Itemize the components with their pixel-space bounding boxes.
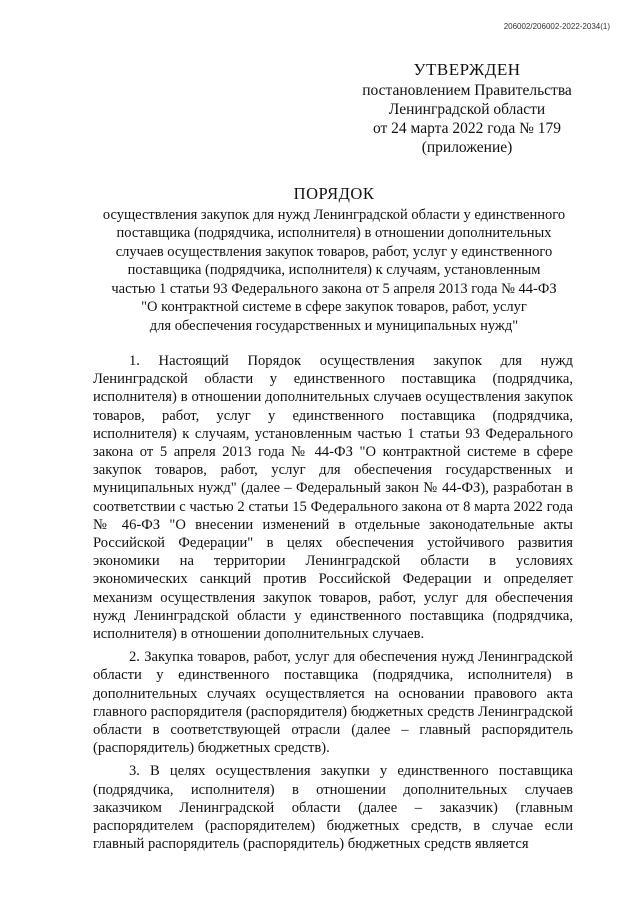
approval-line: Ленинградской области (388, 101, 546, 118)
document-code: 206002/206002-2022-2034(1) (503, 22, 610, 31)
title-line: поставщика (подрядчика, исполнителя) к случаям, установленным (127, 262, 541, 278)
paragraph-1: 1. Настоящий Порядок осуществления закупок для нужд Ленинградской области у единственного поставщика (подрядчика, исполнителя) в отношении дополнительных случаев осуществления закупок товаров, работ, услуг у единственного поставщика (подрядчика, исполнителя) к случаям, установленным частью 1 статьи 93 Федерального закона от 5 апреля 2013 года № 44-ФЗ "О контрактной системе в сфере закупок товаров, работ, услуг для обеспечения государственных и муниципальных нужд" (далее – Федеральный закон № 44-ФЗ), разработан в соответствии с частью 2 статьи 15 Федерального закона от 8 марта 2022 года № 46-ФЗ "О внесении изменений в отдельные законодательные акты Российской Федерации" в целях обеспечения устойчивого развития экономики на территории Ленинградской области в условиях экономических санкций против Российской Федерации и определяет механизм осуществления закупок товаров, работ, услуг для обеспечения нужд Ленинградской области у единственного поставщика (подрядчика, исполнителя) в отношении дополнительных случаев. (93, 353, 573, 643)
title-line: "О контрактной системе в сфере закупок товаров, работ, услуг (141, 299, 527, 315)
title-line: для обеспечения государственных и муниципальных нужд" (149, 317, 519, 334)
document-title: ПОРЯДОК (293, 184, 375, 203)
paragraph-2: 2. Закупка товаров, работ, услуг для обеспечения нужд Ленинградской области у единственного поставщика (подрядчика, исполнителя) в дополнительных случаях осуществляется на основании правового акта главного распорядителя (распорядителя) бюджетных средств Ленинградской области в соответствующей отрасли (далее – главный распорядитель (распорядитель) бюджетных средств). (93, 649, 573, 757)
paragraph-3: 3. В целях осуществления закупки у единственного поставщика (подрядчика, исполнителя) в отношении дополнительных случаев заказчиком Ленинградской области (далее – заказчик) (главным распорядителем (распорядителем) бюджетных средств, в случае если главный распорядитель (распорядитель) бюджетных средств является (93, 763, 573, 853)
document-title-block (84, 185, 584, 335)
title-line: осуществления закупок для нужд Ленинградской области у единственного (102, 206, 566, 223)
approval-line: постановлением Правительства (362, 82, 572, 99)
approval-line: (приложение) (421, 139, 513, 156)
approval-stamp (352, 60, 582, 157)
document-body (93, 352, 573, 858)
approval-line: от 24 марта 2022 года № 179 (372, 120, 562, 137)
approval-heading: УТВЕРЖДЕН (413, 60, 521, 79)
title-line: поставщика (подрядчика, исполнителя) в отношении дополнительных (116, 225, 552, 241)
title-line: случаев осуществления закупок товаров, работ, услуг у единственного (115, 243, 553, 260)
title-line: частью 1 статьи 93 Федерального закона от 5 апреля 2013 года № 44-ФЗ (111, 280, 557, 297)
